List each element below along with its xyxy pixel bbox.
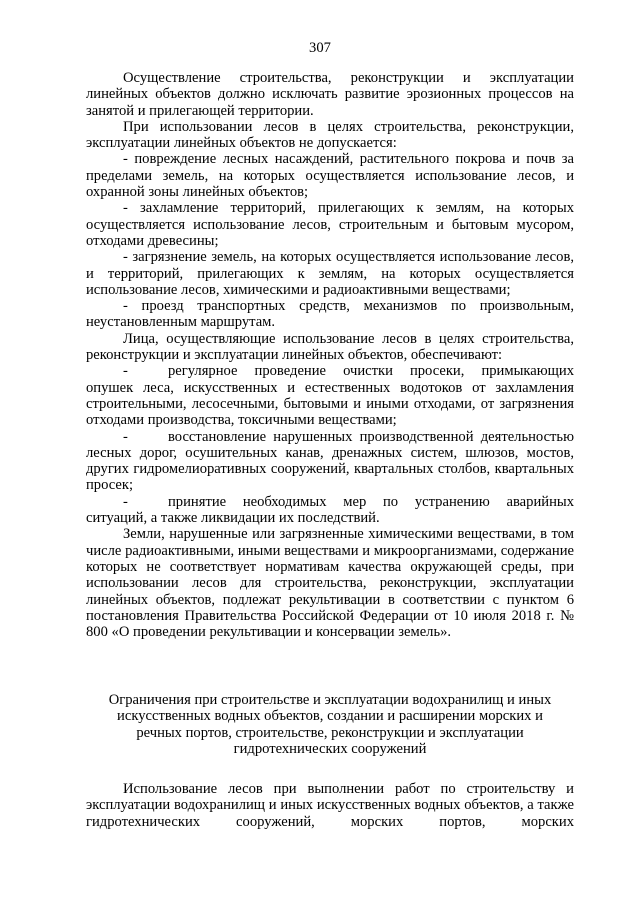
paragraph: Лица, осуществляющие использование лесов в целях строительства, реконструкции и эксплуатации линейных объектов, обеспечивают: xyxy=(86,330,574,364)
section-reservoirs xyxy=(86,781,574,830)
heading-line: речных портов, строительстве, реконструкции и эксплуатации xyxy=(136,724,524,741)
heading-line: искусственных водных объектов, создании и расширении морских и xyxy=(117,708,543,725)
dash-item-continuation: ситуаций, а также ликвидации их последствий. xyxy=(86,510,380,527)
dash-list-item xyxy=(86,494,574,527)
dash-item-continuation: лесных дорог, осушительных канав, дренажных систем, шлюзов, мостов, других гидромелиоративных сооружений, квартальных столбов, квартальных просек; xyxy=(86,444,574,494)
dash-item-first-line: принятие необходимых мер по устранению аварийных xyxy=(168,493,574,510)
list-item: - повреждение лесных насаждений, растительного покрова и почв за пределами земель, на которых осуществляется использование лесов, и охранной зоны линейных объектов; xyxy=(86,151,574,201)
dash-item-first-line: регулярное проведение очистки просеки, примыкающих xyxy=(168,363,574,380)
dash-marker: - xyxy=(123,363,128,380)
paragraph: Осуществление строительства, реконструкции и эксплуатации линейных объектов должно исключать развитие эрозионных процессов на занятой и прилегающей территории. xyxy=(86,70,574,119)
section-linear-objects xyxy=(86,70,574,640)
dash-list-item xyxy=(86,363,574,428)
list-item: - проезд транспортных средств, механизмов по произвольным, неустановленным маршрутам. xyxy=(86,298,574,331)
heading-line: гидротехнических сооружений xyxy=(233,740,427,757)
list-item: - загрязнение земель, на которых осуществляется использование лесов, и территорий, прилегающих к землям, на которых осуществляется использование лесов, химическими и радиоактивными веществами; xyxy=(86,249,574,298)
dash-marker: - xyxy=(123,493,128,510)
dash-marker: - xyxy=(123,428,128,445)
section-heading xyxy=(86,692,574,757)
paragraph: При использовании лесов в целях строительства, реконструкции, эксплуатации линейных объектов не допускается: xyxy=(86,118,574,152)
dash-list-item xyxy=(86,429,574,494)
page-number: 307 xyxy=(309,40,331,56)
dash-item-continuation: опушек леса, искусственных и естественных водотоков от захламления строительными, лесосечными, бытовыми и иными отходами, от загрязнения отходами производства, токсичными веществами; xyxy=(86,379,574,429)
list-item: - захламление территорий, прилегающих к землям, на которых осуществляется использование лесов, строительным и бытовым мусором, отходами древесины; xyxy=(86,200,574,249)
heading-line: Ограничения при строительстве и эксплуатации водохранилищ и иных xyxy=(108,692,552,708)
dash-item-first-line: восстановление нарушенных производственной деятельностью xyxy=(168,428,574,445)
paragraph: Земли, нарушенные или загрязненные химическими веществами, в том числе радиоактивными, иными веществами и микроорганизмами, содержание которых не соответствует нормативам качества окружающей среды, при использовании лесов для строительства, реконструкции, эксплуатации линейных объектов, подлежат рекультивации в соответствии с пунктом 6 постановления Правительства Российской Федерации от 10 июля 2018 г. № 800 «О проведении рекультивации и консервации земель». xyxy=(86,526,574,641)
paragraph: Использование лесов при выполнении работ по строительству и эксплуатации водохранилищ и иных искусственных водных объектов, а также гидротехнических сооружений, морских портов, морских xyxy=(86,781,574,830)
